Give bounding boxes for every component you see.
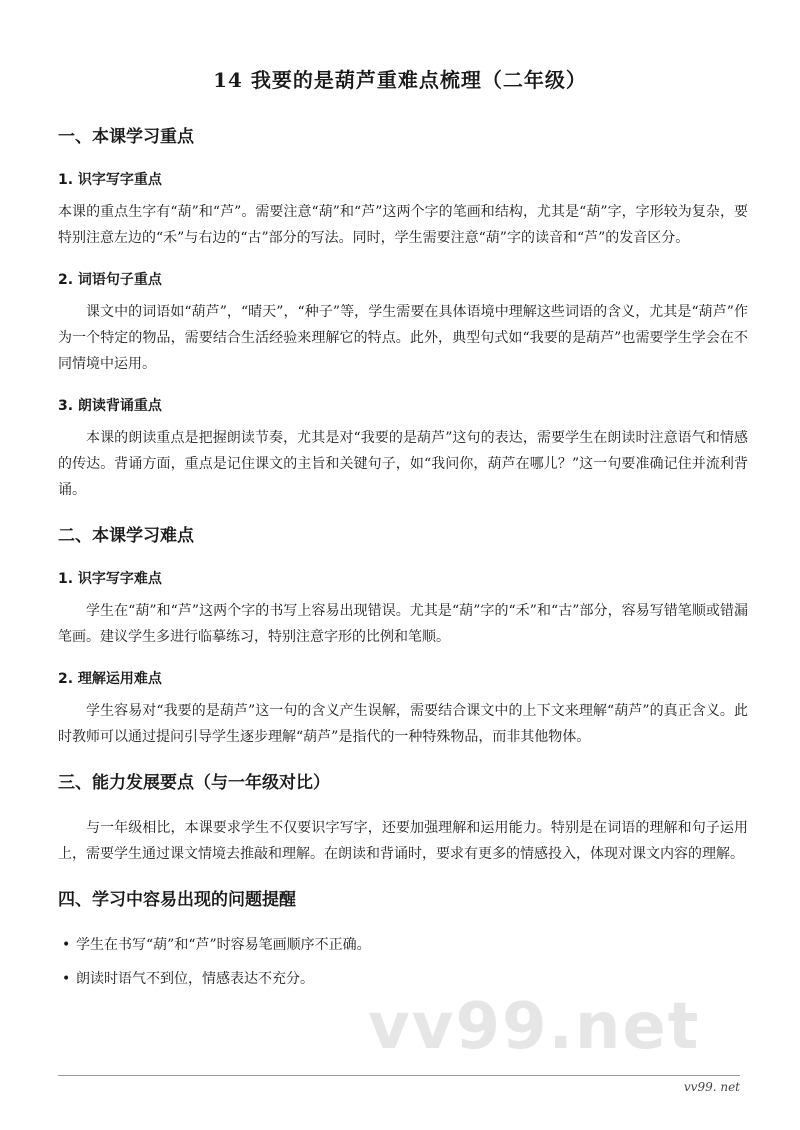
subsection-heading: 1. 识字写字重点 xyxy=(58,172,162,188)
section-heading: 二、本课学习难点 xyxy=(58,526,194,546)
list-item xyxy=(58,966,748,992)
paragraph: 课文中的词语如“葫芦”，“晴天”，“种子”等，学生需要在具体语境中理解这些词语的含义，尤其是“葫芦”作为一个特定的物品，需要结合生活经验来理解它的特点。此外，典型句式如“我要的是葫芦”也需要学生学会在不同情境中运用。 xyxy=(58,304,748,372)
footer-site-label: vv99. net xyxy=(683,1080,740,1094)
subsection-heading: 2. 词语句子重点 xyxy=(58,272,162,288)
page-title: 14 我要的是葫芦重难点梳理（二年级） xyxy=(213,68,587,92)
paragraph: 本课的朗读重点是把握朗读节奏，尤其是对“我要的是葫芦”这句的表达，需要学生在朗读时注意语气和情感的传达。背诵方面，重点是记住课文的主旨和关键句子，如“我问你，葫芦在哪儿？”这一句要准确记住并流利背诵。 xyxy=(58,430,748,498)
paragraph: 学生容易对“我要的是葫芦”这一句的含义产生误解，需要结合课文中的上下文来理解“葫芦”的真正含义。此时教师可以通过提问引导学生逐步理解“葫芦”是指代的一种特殊物品，而非其他物体。 xyxy=(58,703,748,745)
subsection-heading: 3. 朗读背诵重点 xyxy=(58,398,162,414)
section-heading: 一、本课学习重点 xyxy=(58,127,194,147)
section-heading: 四、学习中容易出现的问题提醒 xyxy=(58,890,296,910)
subsection-heading: 1. 识字写字难点 xyxy=(58,571,162,587)
paragraph: 与一年级相比，本课要求学生不仅要识字写字，还要加强理解和运用能力。特别是在词语的理解和句子运用上，需要学生通过课文情境去推敲和理解。在朗读和背诵时，要求有更多的情感投入，体现对课文内容的理解。 xyxy=(58,820,748,862)
list-item-text: 学生在书写“葫”和“芦”时容易笔画顺序不正确。 xyxy=(76,937,371,953)
list-item xyxy=(58,932,748,958)
section-common-problems xyxy=(58,885,748,992)
subsection-heading: 2. 理解运用难点 xyxy=(58,671,162,687)
bullet-icon: • xyxy=(62,971,71,987)
bullet-icon: • xyxy=(62,937,71,953)
document-body xyxy=(58,122,748,1000)
section-key-points xyxy=(58,122,748,503)
section-difficulties xyxy=(58,521,748,750)
section-ability xyxy=(58,768,748,867)
paragraph: 本课的重点生字有“葫”和“芦”。需要注意“葫”和“芦”这两个字的笔画和结构，尤其是“葫”字，字形较为复杂，要特别注意左边的“禾”与右边的“古”部分的写法。同时，学生需要注意“葫”字的读音和“芦”的发音区分。 xyxy=(58,204,748,246)
footer-divider xyxy=(58,1075,740,1076)
paragraph: 学生在“葫”和“芦”这两个字的书写上容易出现错误。尤其是“葫”字的“禾”和“古”部分，容易写错笔顺或错漏笔画。建议学生多进行临摹练习，特别注意字形的比例和笔顺。 xyxy=(58,603,748,645)
section-heading: 三、能力发展要点（与一年级对比） xyxy=(58,773,330,793)
list-item-text: 朗读时语气不到位，情感表达不充分。 xyxy=(76,971,314,987)
watermark: vv99.net xyxy=(368,990,701,1064)
bullet-list xyxy=(58,932,748,992)
